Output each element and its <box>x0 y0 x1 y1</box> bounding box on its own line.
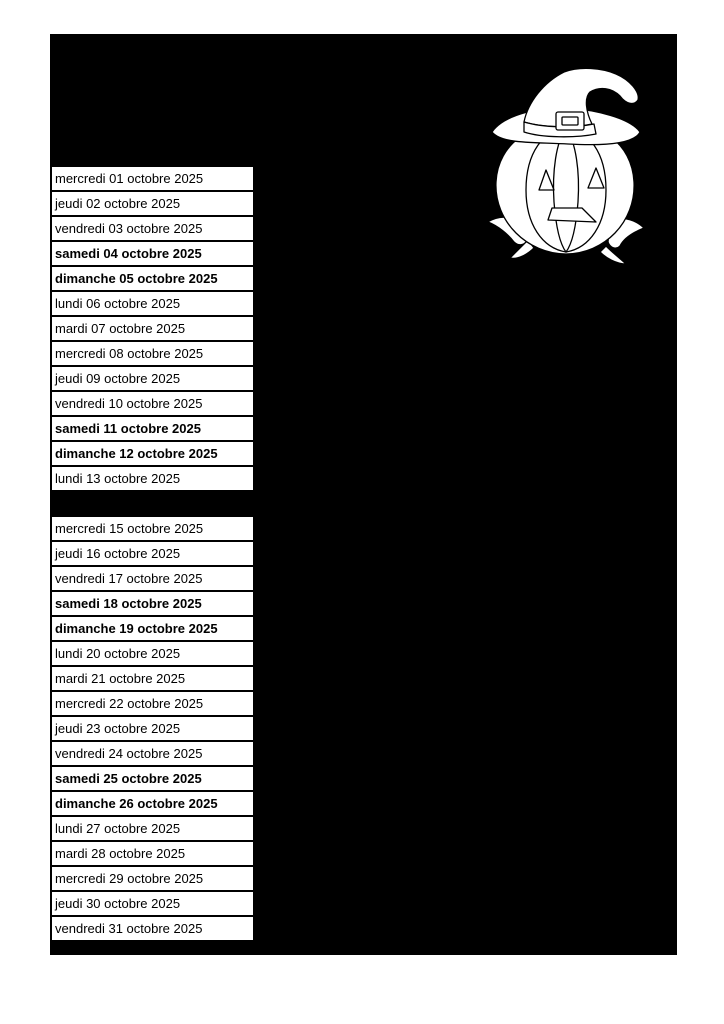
day-row: dimanche 12 octobre 2025 <box>52 442 253 465</box>
day-row: samedi 11 octobre 2025 <box>52 417 253 440</box>
day-row: dimanche 26 octobre 2025 <box>52 792 253 815</box>
jack-o-lantern-witch-hat-icon <box>484 62 648 268</box>
day-row: lundi 06 octobre 2025 <box>52 292 253 315</box>
day-row: vendredi 17 octobre 2025 <box>52 567 253 590</box>
day-row: mercredi 15 octobre 2025 <box>52 517 253 540</box>
day-row: dimanche 19 octobre 2025 <box>52 617 253 640</box>
day-row: jeudi 30 octobre 2025 <box>52 892 253 915</box>
day-row: vendredi 31 octobre 2025 <box>52 917 253 940</box>
day-row: vendredi 24 octobre 2025 <box>52 742 253 765</box>
day-row: lundi 27 octobre 2025 <box>52 817 253 840</box>
day-row: samedi 18 octobre 2025 <box>52 592 253 615</box>
day-row: lundi 20 octobre 2025 <box>52 642 253 665</box>
day-row: mardi 07 octobre 2025 <box>52 317 253 340</box>
day-row: vendredi 10 octobre 2025 <box>52 392 253 415</box>
day-row: jeudi 02 octobre 2025 <box>52 192 253 215</box>
day-row: mardi 28 octobre 2025 <box>52 842 253 865</box>
day-row: mercredi 22 octobre 2025 <box>52 692 253 715</box>
day-row: jeudi 16 octobre 2025 <box>52 542 253 565</box>
day-row: mardi 21 octobre 2025 <box>52 667 253 690</box>
day-row: jeudi 09 octobre 2025 <box>52 367 253 390</box>
day-row: mercredi 29 octobre 2025 <box>52 867 253 890</box>
day-row: samedi 25 octobre 2025 <box>52 767 253 790</box>
day-row: mercredi 01 octobre 2025 <box>52 167 253 190</box>
day-row: jeudi 23 octobre 2025 <box>52 717 253 740</box>
day-row: dimanche 05 octobre 2025 <box>52 267 253 290</box>
day-row: mercredi 08 octobre 2025 <box>52 342 253 365</box>
day-row: lundi 13 octobre 2025 <box>52 467 253 490</box>
day-row: samedi 04 octobre 2025 <box>52 242 253 265</box>
day-row: vendredi 03 octobre 2025 <box>52 217 253 240</box>
